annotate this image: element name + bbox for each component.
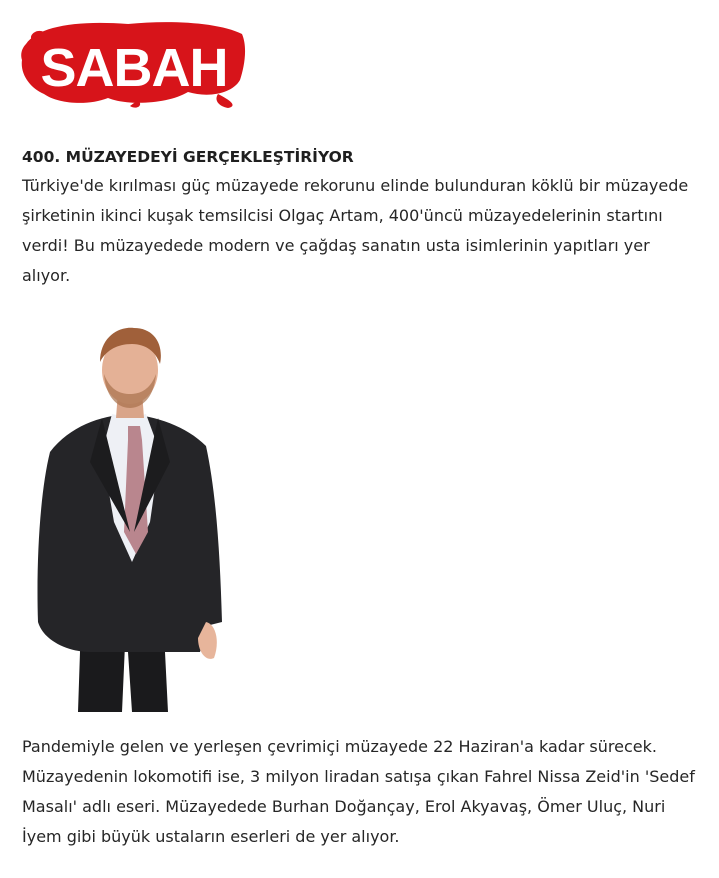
logo-text: SABAH — [40, 38, 228, 98]
sabah-logo — [18, 14, 248, 110]
article-headline: 400. MÜZAYEDEYİ GERÇEKLEŞTİRİYOR — [22, 148, 354, 166]
article-paragraph-2: Pandemiyle gelen ve yerleşen çevrimiçi müzayede 22 Haziran'a kadar sürecek. Müzayedenin lokomotifi ise, 3 milyon liradan satışa çıkan Fahrel Nissa Zeid'in 'Sedef Masalı' adlı eseri. Müzayedede Burhan Doğançay, Erol Akyavaş, Ömer Uluç, Nuri İyem gibi büyük ustaların eserleri de yer alıyor. — [22, 737, 695, 846]
article-paragraph-1: Türkiye'de kırılması güç müzayede rekorunu elinde bulunduran köklü bir müzayede şirketinin ikinci kuşak temsilcisi Olgaç Artam, 400'üncü müzayedelerinin startını verdi! Bu müzayedede modern ve çağdaş sanatın usta isimlerinin yapıtları yer alıyor. — [22, 176, 689, 285]
portrait-photo — [30, 322, 230, 714]
